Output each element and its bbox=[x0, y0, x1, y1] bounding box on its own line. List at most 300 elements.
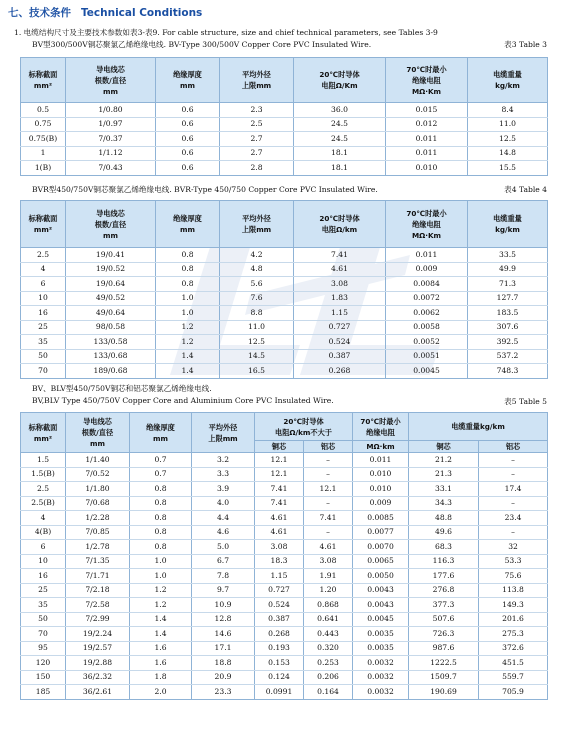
table-cell: 0.193 bbox=[255, 641, 304, 656]
table-cell: 0.8 bbox=[130, 482, 192, 497]
table-cell: 0.524 bbox=[294, 335, 386, 350]
table-cell: 0.0084 bbox=[386, 277, 468, 292]
table-cell: 3.9 bbox=[192, 482, 255, 497]
table-cell: 0.8 bbox=[156, 248, 220, 263]
table-cell: 7/0.68 bbox=[66, 496, 130, 511]
table-cell: 9.7 bbox=[192, 583, 255, 598]
table-cell: 0.8 bbox=[130, 540, 192, 555]
table-cell: 0.010 bbox=[353, 467, 409, 482]
table-cell: 748.3 bbox=[468, 364, 548, 379]
table-cell: 120 bbox=[21, 656, 66, 671]
table-row bbox=[21, 612, 548, 627]
table-cell: 0.6 bbox=[156, 117, 220, 132]
table-cell: 0.015 bbox=[386, 103, 468, 118]
table-cell: 12.1 bbox=[304, 482, 353, 497]
table-cell: 4 bbox=[21, 511, 66, 526]
table-cell: 0.0058 bbox=[386, 320, 468, 335]
table-cell: 1.6 bbox=[130, 641, 192, 656]
table-cell: 0.206 bbox=[304, 670, 353, 685]
table-cell: 0.268 bbox=[255, 627, 304, 642]
table-cell: 0.009 bbox=[386, 262, 468, 277]
table-cell: 12.1 bbox=[255, 467, 304, 482]
t5-header-area: 标称截面 mm² bbox=[21, 413, 66, 453]
table-cell: 1.4 bbox=[156, 364, 220, 379]
table-cell: 0.0085 bbox=[353, 511, 409, 526]
table-cell: 0.0991 bbox=[255, 685, 304, 700]
table-row bbox=[21, 161, 548, 176]
table-cell: 8.4 bbox=[468, 103, 548, 118]
table3-caption: BV型300/500V铜芯聚氯乙烯绝缘电线. BV-Type 300/500V Copper Core PVC Insulated Wire. bbox=[32, 40, 372, 49]
table-cell: 3.3 bbox=[192, 467, 255, 482]
table-cell: 0.6 bbox=[156, 103, 220, 118]
table-cell: 49.6 bbox=[409, 525, 479, 540]
table-cell: 4.61 bbox=[294, 262, 386, 277]
t5-header-weight: 电缆重量kg/km bbox=[409, 413, 548, 441]
table-cell: – bbox=[304, 525, 353, 540]
table-cell: 4.0 bbox=[192, 496, 255, 511]
table-cell: 0.009 bbox=[353, 496, 409, 511]
table-cell: 53.3 bbox=[479, 554, 548, 569]
table-cell: 0.164 bbox=[304, 685, 353, 700]
table-cell: 1/2.78 bbox=[66, 540, 130, 555]
table-cell: 0.0032 bbox=[353, 656, 409, 671]
table-cell: 0.0032 bbox=[353, 670, 409, 685]
table-cell: 0.75(B) bbox=[21, 132, 66, 147]
table-cell: 7.6 bbox=[220, 291, 294, 306]
table-row bbox=[21, 335, 548, 350]
table-cell: 10 bbox=[21, 291, 66, 306]
table-cell: 0.7 bbox=[130, 467, 192, 482]
table-cell: 19/0.64 bbox=[66, 277, 156, 292]
table-cell: 0.0051 bbox=[386, 349, 468, 364]
table-cell: 12.8 bbox=[192, 612, 255, 627]
table3-header-2: 绝缘厚度 mm bbox=[156, 58, 220, 103]
table-cell: 1.0 bbox=[130, 554, 192, 569]
table-cell: 19/2.24 bbox=[66, 627, 130, 642]
table-cell: 7/0.85 bbox=[66, 525, 130, 540]
table-cell: 7/0.37 bbox=[66, 132, 156, 147]
table-cell: 7/0.52 bbox=[66, 467, 130, 482]
table-cell: 48.8 bbox=[409, 511, 479, 526]
table-cell: 11.0 bbox=[220, 320, 294, 335]
table-cell: 1.15 bbox=[294, 306, 386, 321]
table-cell: 1.0 bbox=[156, 306, 220, 321]
table-cell: 189/0.68 bbox=[66, 364, 156, 379]
table-cell: 14.8 bbox=[468, 146, 548, 161]
table-cell: 183.5 bbox=[468, 306, 548, 321]
table-cell: 0.0072 bbox=[386, 291, 468, 306]
table5-label: 表5 Table 5 bbox=[504, 397, 547, 406]
table-row bbox=[21, 117, 548, 132]
table-cell: 0.0052 bbox=[386, 335, 468, 350]
table-cell: 36/2.32 bbox=[66, 670, 130, 685]
table3-header-3: 平均外径 上限mm bbox=[220, 58, 294, 103]
table-cell: 21.3 bbox=[409, 467, 479, 482]
table-cell: 0.8 bbox=[130, 511, 192, 526]
table3-header-1: 导电线芯 根数/直径 mm bbox=[66, 58, 156, 103]
table-cell: 116.3 bbox=[409, 554, 479, 569]
table-cell: 0.0070 bbox=[353, 540, 409, 555]
table-cell: 0.0065 bbox=[353, 554, 409, 569]
table-cell: 1222.5 bbox=[409, 656, 479, 671]
table4-header-row bbox=[21, 201, 548, 248]
table-cell: 14.5 bbox=[220, 349, 294, 364]
table-cell: 23.4 bbox=[479, 511, 548, 526]
table-row bbox=[21, 554, 548, 569]
table-cell: 24.5 bbox=[294, 117, 386, 132]
table-row bbox=[21, 467, 548, 482]
table-cell: 0.524 bbox=[255, 598, 304, 613]
table4-header-6: 电缆重量 kg/km bbox=[468, 201, 548, 248]
table-row bbox=[21, 482, 548, 497]
table-cell: 12.5 bbox=[220, 335, 294, 350]
table-row bbox=[21, 525, 548, 540]
table-cell: 1.8 bbox=[130, 670, 192, 685]
table-cell: 18.3 bbox=[255, 554, 304, 569]
table-cell: 705.9 bbox=[479, 685, 548, 700]
table-row bbox=[21, 540, 548, 555]
table-cell: 0.387 bbox=[294, 349, 386, 364]
table-cell: 15.5 bbox=[468, 161, 548, 176]
table-cell: 0.010 bbox=[353, 482, 409, 497]
table-cell: – bbox=[479, 467, 548, 482]
table4-header-2: 绝缘厚度 mm bbox=[156, 201, 220, 248]
table-row bbox=[21, 320, 548, 335]
table3-header-0: 标称截面 mm² bbox=[21, 58, 66, 103]
table-cell: 1(B) bbox=[21, 161, 66, 176]
table4-header-1: 导电线芯 根数/直径 mm bbox=[66, 201, 156, 248]
table-cell: 559.7 bbox=[479, 670, 548, 685]
t5-header-insulation-resistance: 70℃时最小 绝缘电阻 bbox=[353, 413, 409, 441]
table-cell: 1.15 bbox=[255, 569, 304, 584]
table-cell: 987.6 bbox=[409, 641, 479, 656]
table5-caption-cn: BV、BLV型450/750V铜芯和铝芯聚氯乙烯绝缘电线. bbox=[32, 384, 212, 393]
table4-caption: BVR型450/750V铜芯聚氯乙烯绝缘电线. BVR-Type 450/750 Copper Core PVC Insulated Wire. bbox=[32, 185, 378, 194]
table-row bbox=[21, 262, 548, 277]
table-cell: 1/1.80 bbox=[66, 482, 130, 497]
table-cell: 0.320 bbox=[304, 641, 353, 656]
table-cell: 133/0.58 bbox=[66, 335, 156, 350]
table-cell: 1.0 bbox=[156, 291, 220, 306]
table-cell: 0.8 bbox=[130, 525, 192, 540]
table-cell: 1509.7 bbox=[409, 670, 479, 685]
table-cell: 2.5 bbox=[21, 248, 66, 263]
table-cell: 377.3 bbox=[409, 598, 479, 613]
table-cell: 36.0 bbox=[294, 103, 386, 118]
table-cell: 1.6 bbox=[130, 656, 192, 671]
table-cell: 6 bbox=[21, 540, 66, 555]
table-cell: 7/2.99 bbox=[66, 612, 130, 627]
table-cell: 19/2.57 bbox=[66, 641, 130, 656]
table-cell: 3.2 bbox=[192, 453, 255, 468]
section-title-cn: 七、技术条件 bbox=[8, 7, 71, 19]
table3-header-4: 20℃时导体 电阻Ω/Km bbox=[294, 58, 386, 103]
table-cell: 75.6 bbox=[479, 569, 548, 584]
table-cell: 36/2.61 bbox=[66, 685, 130, 700]
table-cell: 18.1 bbox=[294, 161, 386, 176]
table4-header-4: 20℃时导体 电阻Ω/km bbox=[294, 201, 386, 248]
table-cell: 2.7 bbox=[220, 146, 294, 161]
table-cell: 25 bbox=[21, 320, 66, 335]
table-cell: 7.41 bbox=[294, 248, 386, 263]
table-cell: 16 bbox=[21, 306, 66, 321]
t5-header-al-weight: 铝芯 bbox=[479, 441, 548, 453]
table-cell: 1/0.80 bbox=[66, 103, 156, 118]
table-cell: 24.5 bbox=[294, 132, 386, 147]
table4-header-3: 平均外径 上限mm bbox=[220, 201, 294, 248]
table-cell: 1.2 bbox=[130, 598, 192, 613]
table-cell: 2.3 bbox=[220, 103, 294, 118]
table-cell: 0.0035 bbox=[353, 627, 409, 642]
table4-header-0: 标称截面 mm² bbox=[21, 201, 66, 248]
table-row bbox=[21, 496, 548, 511]
table-cell: 276.8 bbox=[409, 583, 479, 598]
table-cell: 4.8 bbox=[220, 262, 294, 277]
table-cell: 12.1 bbox=[255, 453, 304, 468]
table-cell: 1.2 bbox=[156, 320, 220, 335]
intro-line: 1. 电缆结构尺寸及主要技术参数如表3-表9. For cable structure, size and chief technical parameters, see Tables 3-9 bbox=[14, 28, 438, 37]
table-cell: 507.6 bbox=[409, 612, 479, 627]
table-cell: 1/1.12 bbox=[66, 146, 156, 161]
table5-caption-en: BV,BLV Type 450/750V Copper Core and Aluminium Core PVC Insulated Wire. bbox=[32, 396, 334, 405]
table-cell: 4.61 bbox=[304, 540, 353, 555]
table-cell: 16 bbox=[21, 569, 66, 584]
t5-header-cu: 铜芯 bbox=[255, 441, 304, 453]
table-cell: 0.8 bbox=[156, 277, 220, 292]
table-cell: 12.5 bbox=[468, 132, 548, 147]
table-cell: 0.010 bbox=[386, 161, 468, 176]
table-cell: 2.7 bbox=[220, 132, 294, 147]
table-cell: – bbox=[304, 496, 353, 511]
table-cell: 0.0077 bbox=[353, 525, 409, 540]
table-cell: 68.3 bbox=[409, 540, 479, 555]
table-cell: 7/2.58 bbox=[66, 598, 130, 613]
table-cell: 34.3 bbox=[409, 496, 479, 511]
table-cell: 70 bbox=[21, 364, 66, 379]
table-cell: 19/2.88 bbox=[66, 656, 130, 671]
table-cell: 1.91 bbox=[304, 569, 353, 584]
table-cell: 0.011 bbox=[386, 248, 468, 263]
table-cell: 149.3 bbox=[479, 598, 548, 613]
table-row bbox=[21, 453, 548, 468]
t5-header-diameter: 平均外径 上限mm bbox=[192, 413, 255, 453]
table-cell: 5.0 bbox=[192, 540, 255, 555]
table-cell: 17.1 bbox=[192, 641, 255, 656]
table-cell: – bbox=[304, 467, 353, 482]
table-cell: 35 bbox=[21, 598, 66, 613]
table4-header-5: 70℃时最小 绝缘电阻 MΩ·Km bbox=[386, 201, 468, 248]
t5-header-core: 导电线芯 根数/直径 mm bbox=[66, 413, 130, 453]
table-cell: 7.41 bbox=[255, 496, 304, 511]
table-row bbox=[21, 569, 548, 584]
t5-header-al: 铝芯 bbox=[304, 441, 353, 453]
table-cell: 14.6 bbox=[192, 627, 255, 642]
table-cell: 19/0.41 bbox=[66, 248, 156, 263]
table-row bbox=[21, 598, 548, 613]
table-row bbox=[21, 248, 548, 263]
table-cell: 307.6 bbox=[468, 320, 548, 335]
table-cell: 10 bbox=[21, 554, 66, 569]
table-cell: 275.3 bbox=[479, 627, 548, 642]
table4-label: 表4 Table 4 bbox=[504, 185, 547, 194]
table-cell: 113.8 bbox=[479, 583, 548, 598]
table-cell: 0.727 bbox=[255, 583, 304, 598]
t5-header-insulation: 绝缘厚度 mm bbox=[130, 413, 192, 453]
table3 bbox=[20, 57, 548, 176]
table-cell: 6.7 bbox=[192, 554, 255, 569]
table-cell: 7/1.35 bbox=[66, 554, 130, 569]
t5-header-cu-weight: 铜芯 bbox=[409, 441, 479, 453]
table-cell: 1.2 bbox=[156, 335, 220, 350]
table-cell: 32 bbox=[479, 540, 548, 555]
table-cell: 70 bbox=[21, 627, 66, 642]
table-cell: 7/1.71 bbox=[66, 569, 130, 584]
table-cell: 4(B) bbox=[21, 525, 66, 540]
table-cell: 35 bbox=[21, 335, 66, 350]
table4 bbox=[20, 200, 548, 379]
table3-header-5: 70℃时最小 绝缘电阻 MΩ·Km bbox=[386, 58, 468, 103]
section-title-en: Technical Conditions bbox=[81, 7, 203, 19]
table-cell: 133/0.68 bbox=[66, 349, 156, 364]
table-cell: 1.4 bbox=[130, 612, 192, 627]
table-cell: 537.2 bbox=[468, 349, 548, 364]
table-row bbox=[21, 685, 548, 700]
table-cell: 2.0 bbox=[130, 685, 192, 700]
table-cell: 0.153 bbox=[255, 656, 304, 671]
table-cell: 3.08 bbox=[294, 277, 386, 292]
table-cell: 0.0043 bbox=[353, 598, 409, 613]
table-cell: 1/1.40 bbox=[66, 453, 130, 468]
table-cell: 0.0050 bbox=[353, 569, 409, 584]
table-cell: 0.0035 bbox=[353, 641, 409, 656]
table-cell: 50 bbox=[21, 349, 66, 364]
table-cell: 0.253 bbox=[304, 656, 353, 671]
table-cell: 201.6 bbox=[479, 612, 548, 627]
table-cell: 0.0043 bbox=[353, 583, 409, 598]
table-cell: 19/0.52 bbox=[66, 262, 156, 277]
table-cell: 4.61 bbox=[255, 511, 304, 526]
table-cell: 25 bbox=[21, 583, 66, 598]
table-cell: 0.012 bbox=[386, 117, 468, 132]
t5-header-ir-unit: MΩ·km bbox=[353, 441, 409, 453]
table-cell: 4.61 bbox=[255, 525, 304, 540]
table-cell: 0.6 bbox=[156, 146, 220, 161]
table-cell: – bbox=[304, 453, 353, 468]
table-cell: 372.6 bbox=[479, 641, 548, 656]
table-cell: 0.011 bbox=[353, 453, 409, 468]
table-cell: 0.011 bbox=[386, 146, 468, 161]
table-cell: 0.6 bbox=[156, 161, 220, 176]
table-row bbox=[21, 103, 548, 118]
table-cell: 0.8 bbox=[156, 262, 220, 277]
table-row bbox=[21, 306, 548, 321]
table-cell: 33.1 bbox=[409, 482, 479, 497]
table-cell: 1.4 bbox=[130, 627, 192, 642]
table-row bbox=[21, 656, 548, 671]
table-row bbox=[21, 349, 548, 364]
table-cell: 1.5(B) bbox=[21, 467, 66, 482]
table-cell: 0.0045 bbox=[386, 364, 468, 379]
table-cell: 49.9 bbox=[468, 262, 548, 277]
table-cell: 11.0 bbox=[468, 117, 548, 132]
table5-header-row-1 bbox=[21, 413, 548, 441]
table-row bbox=[21, 291, 548, 306]
table5 bbox=[20, 412, 548, 700]
table-row bbox=[21, 132, 548, 147]
table-cell: 49/0.52 bbox=[66, 291, 156, 306]
table-cell: 1/2.28 bbox=[66, 511, 130, 526]
section-title bbox=[8, 5, 202, 20]
table-cell: 1.83 bbox=[294, 291, 386, 306]
table-row bbox=[21, 146, 548, 161]
table-row bbox=[21, 641, 548, 656]
table-cell: 0.0045 bbox=[353, 612, 409, 627]
table-cell: 0.387 bbox=[255, 612, 304, 627]
t5-header-resistance: 20℃时导体 电阻Ω/km不大于 bbox=[255, 413, 353, 441]
table-cell: 8.8 bbox=[220, 306, 294, 321]
table-cell: 5.6 bbox=[220, 277, 294, 292]
table-cell: 0.011 bbox=[386, 132, 468, 147]
table-cell: 3.08 bbox=[255, 540, 304, 555]
table-row bbox=[21, 364, 548, 379]
table-cell: 190.69 bbox=[409, 685, 479, 700]
table-row bbox=[21, 277, 548, 292]
table-cell: 0.268 bbox=[294, 364, 386, 379]
table-cell: – bbox=[479, 525, 548, 540]
table-cell: 7.41 bbox=[255, 482, 304, 497]
table-cell: 2.5(B) bbox=[21, 496, 66, 511]
table-cell: 7/2.18 bbox=[66, 583, 130, 598]
table-cell: 16.5 bbox=[220, 364, 294, 379]
table-cell: 3.08 bbox=[304, 554, 353, 569]
table-cell: 0.727 bbox=[294, 320, 386, 335]
table3-label: 表3 Table 3 bbox=[504, 40, 547, 49]
table-cell: 1.4 bbox=[156, 349, 220, 364]
table-cell: 21.2 bbox=[409, 453, 479, 468]
table-cell: 7/0.43 bbox=[66, 161, 156, 176]
table-cell: 0.7 bbox=[130, 453, 192, 468]
table-cell: 7.8 bbox=[192, 569, 255, 584]
table-cell: 50 bbox=[21, 612, 66, 627]
table-cell: 0.0062 bbox=[386, 306, 468, 321]
table-cell: 451.5 bbox=[479, 656, 548, 671]
table-cell: – bbox=[479, 453, 548, 468]
table-cell: 150 bbox=[21, 670, 66, 685]
table-cell: – bbox=[479, 496, 548, 511]
table-cell: 17.4 bbox=[479, 482, 548, 497]
table-cell: 4.4 bbox=[192, 511, 255, 526]
table-cell: 177.6 bbox=[409, 569, 479, 584]
table-row bbox=[21, 583, 548, 598]
table-cell: 49/0.64 bbox=[66, 306, 156, 321]
table-cell: 33.5 bbox=[468, 248, 548, 263]
table-cell: 0.8 bbox=[130, 496, 192, 511]
table-cell: 1/0.97 bbox=[66, 117, 156, 132]
table-cell: 18.1 bbox=[294, 146, 386, 161]
table-cell: 18.8 bbox=[192, 656, 255, 671]
table-cell: 185 bbox=[21, 685, 66, 700]
table3-header-6: 电缆重量 kg/km bbox=[468, 58, 548, 103]
table-row bbox=[21, 670, 548, 685]
table-cell: 1.0 bbox=[130, 569, 192, 584]
table-cell: 392.5 bbox=[468, 335, 548, 350]
table-cell: 0.641 bbox=[304, 612, 353, 627]
table-cell: 2.8 bbox=[220, 161, 294, 176]
table-cell: 0.5 bbox=[21, 103, 66, 118]
table-cell: 71.3 bbox=[468, 277, 548, 292]
table-cell: 1.2 bbox=[130, 583, 192, 598]
table-cell: 6 bbox=[21, 277, 66, 292]
